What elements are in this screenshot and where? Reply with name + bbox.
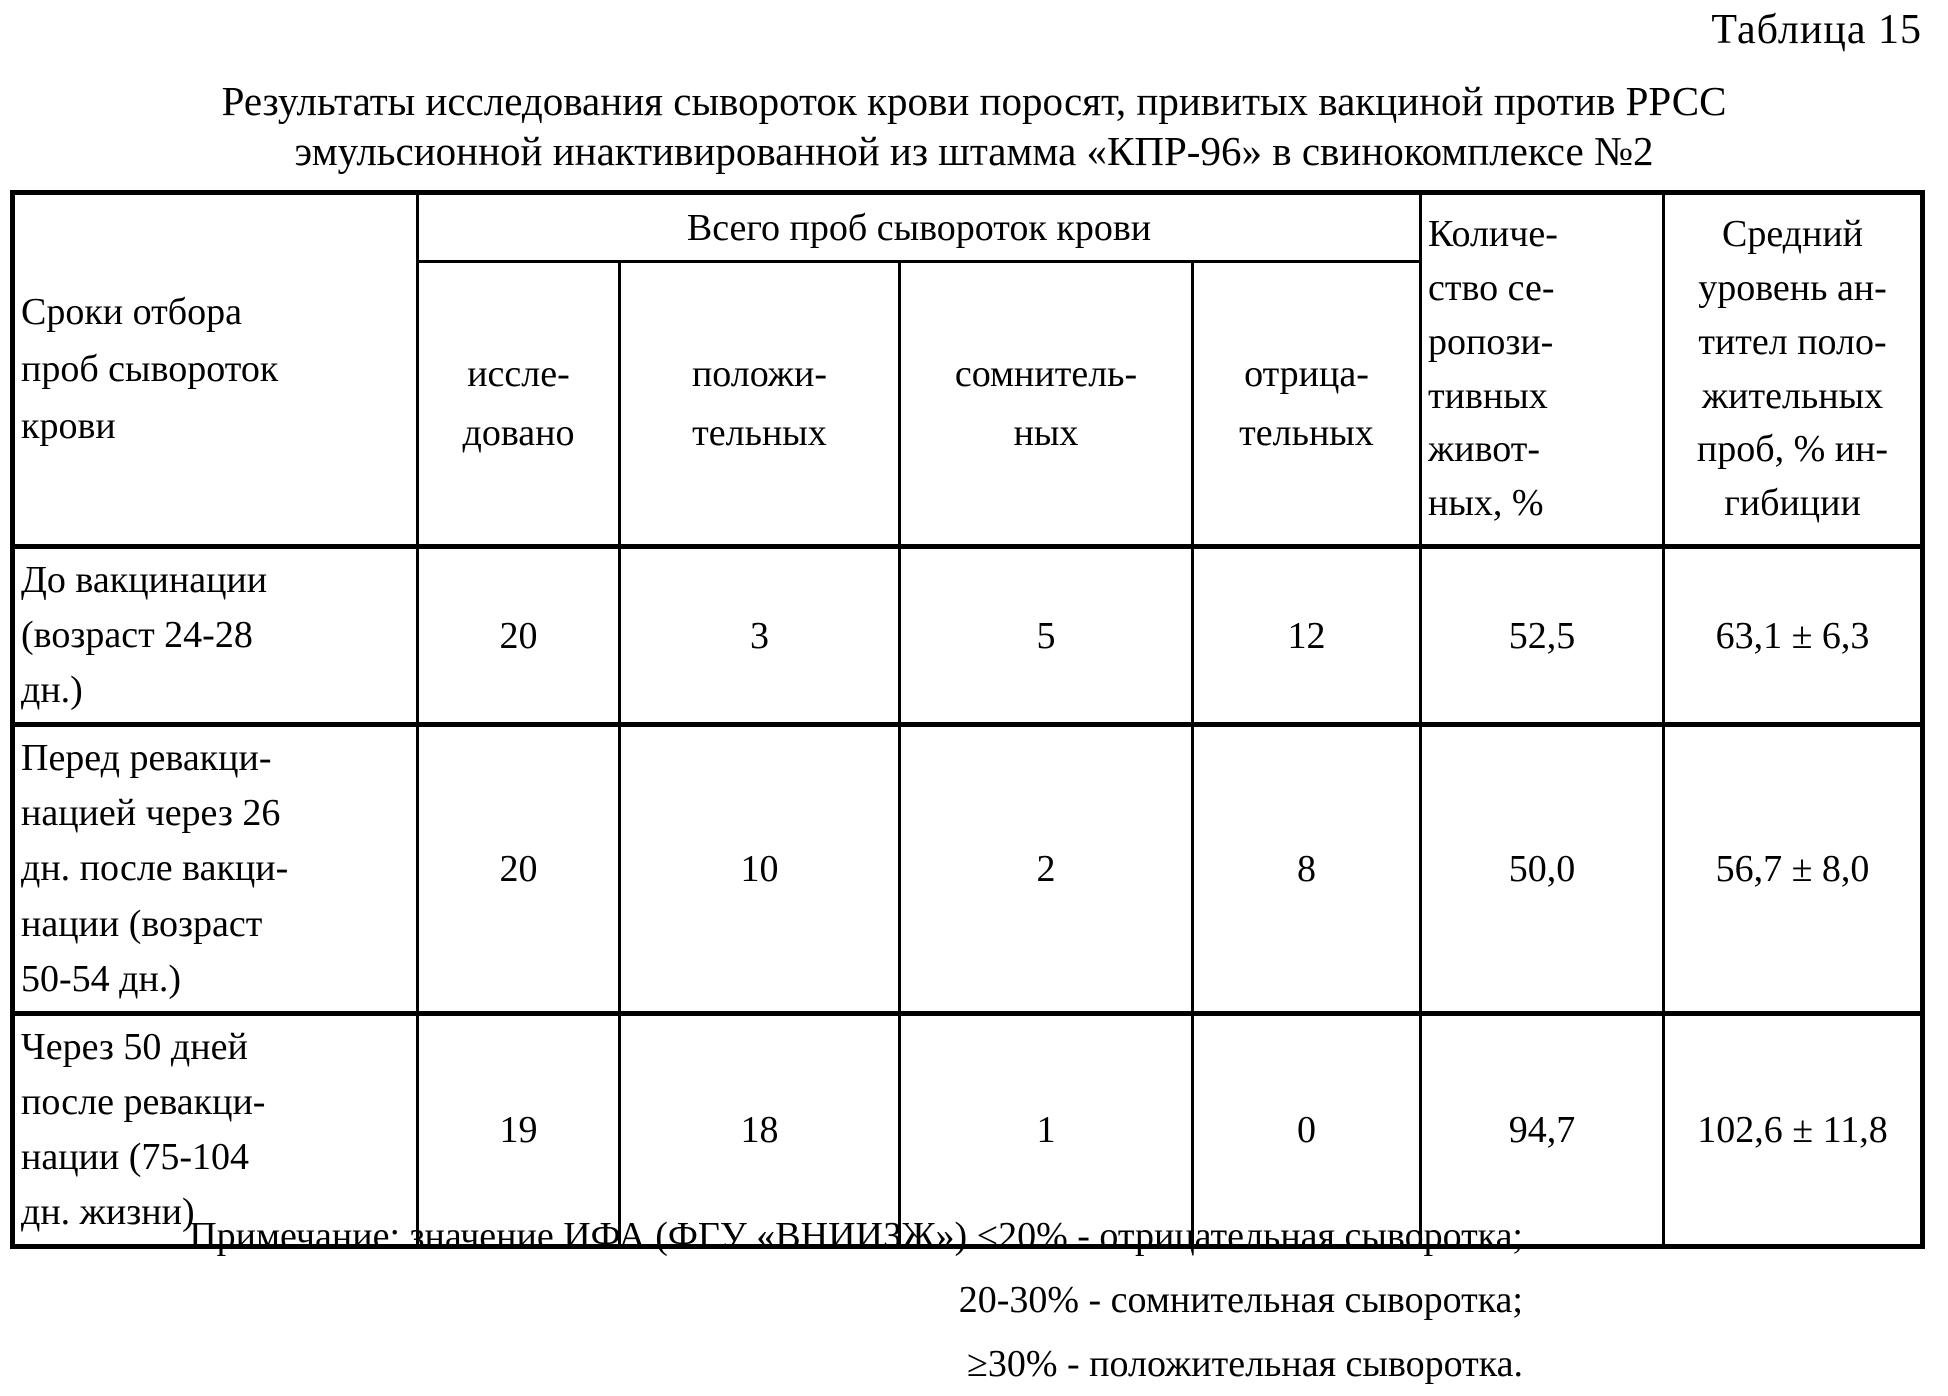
cell-doubtful: 2 [900, 725, 1193, 1013]
cell-avg-level: 56,7 ± 8,0 [1664, 725, 1923, 1013]
cell-positive: 10 [620, 725, 900, 1013]
row-label: До вакцинации (возраст 24-28 дн.) [13, 547, 418, 725]
footnote-doubtful-serum: 20-30% - сомнительная сыворотка; [958, 1279, 1523, 1321]
footnote-positive-serum: ≥30% - положительная сыворотка. [967, 1343, 1523, 1385]
table-row-before-revaccination [13, 725, 1923, 1013]
cell-seropositive-pct: 50,0 [1421, 725, 1664, 1013]
cell-positive: 18 [620, 1013, 900, 1246]
cell-seropositive-pct: 52,5 [1421, 547, 1664, 725]
cell-negative: 12 [1193, 547, 1421, 725]
cell-avg-level: 63,1 ± 6,3 [1664, 547, 1923, 725]
table-title-line-1: Результаты исследования сывороток крови поросят, привитых вакциной против РРСС [221, 78, 1727, 124]
row-label: Через 50 дней после ревакци- нации (75-104 дн. жизни) [13, 1013, 418, 1246]
row-label: Перед ревакци- нацией через 26 дн. после вакци- нации (возраст 50-54 дн.) [13, 725, 418, 1013]
cell-avg-level: 102,6 ± 11,8 [1664, 1013, 1923, 1246]
header-avg-antibody-level: Средний уровень ан- тител поло- жительных проб, % ин- гибиции [1664, 193, 1923, 547]
header-studied: иссле- довано [418, 262, 620, 547]
table-row-before-vaccination [13, 547, 1923, 725]
cell-negative: 0 [1193, 1013, 1421, 1246]
cell-negative: 8 [1193, 725, 1421, 1013]
cell-doubtful: 5 [900, 547, 1193, 725]
table-footnotes [0, 1204, 1523, 1396]
cell-studied: 19 [418, 1013, 620, 1246]
header-positive: положи- тельных [620, 262, 900, 547]
table-title [0, 76, 1948, 176]
footnote-negative-serum: Примечание: значение ИФА (ФГУ «ВНИИЗЖ») <20% - отрицательная сыворотка; [189, 1215, 1523, 1257]
cell-positive: 3 [620, 547, 900, 725]
table-title-line-2: эмульсионной инактивированной из штамма «КПР-96» в свинокомплексе №2 [294, 128, 1654, 175]
header-negative: отрица- тельных [1193, 262, 1421, 547]
table-caption-number: Таблица 15 [1711, 7, 1922, 53]
header-seropositive-count: Количе- ство се- ропози- тивных живот- ных, % [1421, 193, 1664, 547]
cell-doubtful: 1 [900, 1013, 1193, 1246]
cell-studied: 20 [418, 547, 620, 725]
header-total-samples-group: Всего проб сывороток крови [418, 193, 1421, 262]
header-doubtful: сомнитель- ных [900, 262, 1193, 547]
header-sampling-periods: Сроки отбора проб сывороток крови [13, 193, 418, 547]
results-table [10, 190, 1925, 1249]
cell-seropositive-pct: 94,7 [1421, 1013, 1664, 1246]
cell-studied: 20 [418, 725, 620, 1013]
